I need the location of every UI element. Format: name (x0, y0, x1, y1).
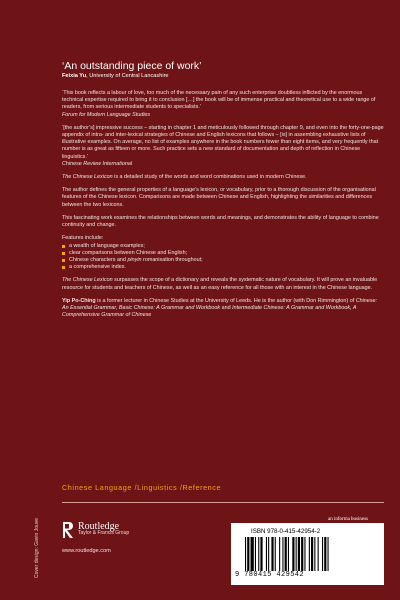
intro-paragraph (62, 174, 384, 181)
feature-text: romanisation throughout; (141, 257, 203, 264)
review-quote-2 (62, 125, 384, 168)
review-quote-2-source: Chinese Review International (62, 160, 133, 167)
informa-tagline: an informa business (328, 517, 368, 522)
feature-item: clear comparisons between Chinese and English; (62, 250, 384, 257)
subject-categories: Chinese Language /Linguistics /Reference (62, 483, 222, 492)
feature-item: a comprehensive index. (62, 264, 384, 271)
headline-attribution-org: , University of Central Lancashire (86, 73, 169, 79)
author-book-titles: Chinese: An Essential Grammar, Basic Chinese: A Grammar and Workbook (62, 297, 377, 312)
publisher-logo (62, 522, 129, 538)
review-quote-1 (62, 90, 384, 119)
barcode-panel (231, 523, 384, 585)
theme-paragraph: This fascinating work examines the relationships between words and meanings, and demonstrates the ability of language to combine continuity and change. (62, 214, 379, 229)
cover-design-credit: Cover design: Gavin Jouve (34, 517, 40, 578)
review-quote-2-text: ‘[the author’s] impressive success – starting in chapter 1 and meticulously followed through chapter 9, and even into the forty-one-page appendix of intra- and inter-lexical strategies of Chinese and English lexicons that follows – [is] in assembling exhaustive lists of illustrative examples. On average, no list of examples anywhere in the book numbers fewer than eight items, and very frequently that number is as great as fifteen or more. Such practice sets a new standard of documentation and depth of reflection in Chinese linguistics.’ (62, 124, 384, 160)
publisher-wordmark (78, 523, 129, 537)
book-title-ref: The Chinese Lexicon (62, 174, 113, 181)
book-title-ref: The Chinese Lexicon (62, 277, 113, 284)
author-book-titles: Intermediate Chinese: A Grammar and Workbook, A Comprehensive Grammar of Chinese (62, 305, 357, 319)
feature-term: pinyin (127, 257, 142, 264)
author-bio (62, 298, 384, 320)
barcode-digits: 9 780415 429542 (235, 571, 305, 579)
divider (62, 502, 384, 503)
review-quote-1-text: ‘This book reflects a labour of love, too much of the necessary pain of any such enterprise doubtless inflicted by the enormous technical expertise required to bring it to conclusion […] the book will be of immense practical and theoretical use to a wide range of readers, from serious intermediate students to specialists.’ (62, 90, 376, 111)
headline-attribution-name: Feixia Yu (62, 73, 87, 79)
feature-text: Chinese characters and (69, 257, 128, 264)
barcode (243, 537, 371, 571)
isbn-number: ISBN 978-0-415-42954-2 (251, 528, 321, 535)
publisher-group: Taylor & Francis Group (78, 530, 130, 536)
cover-text-block (62, 60, 384, 325)
feature-item (62, 257, 384, 264)
headline-attribution (62, 72, 384, 80)
features-list (62, 243, 384, 271)
publisher-url: www.routledge.com (62, 548, 111, 554)
routledge-r-icon (62, 522, 74, 538)
features-label: Features include: (62, 235, 104, 242)
scope-text: surpasses the scope of a dictionary and reveals the systematic nature of vocabulary. It will prove an invaluable resource for students and teachers of Chinese, as well as an easy reference for all those with an interest in the Chinese language. (62, 277, 378, 291)
headline-quote: ‘An outstanding piece of work’ (62, 60, 202, 72)
author-name: Yip Po-Ching (62, 297, 96, 304)
scope-paragraph (62, 277, 384, 291)
review-quote-1-source: Forum for Modern Language Studies (62, 111, 151, 118)
description-paragraph: The author defines the general properties of a language’s lexicon, or vocabulary, prior to a thorough discussion of the organisational features of the Chinese lexicon. Comparisons are made between Chinese and English, highlighting the similarities and differences between the two lexicons. (62, 187, 376, 208)
publisher-name: Routledge (78, 521, 120, 532)
feature-item: a wealth of language examples; (62, 243, 384, 250)
intro-text: is a detailed study of the words and word combinations used in modern Chinese. (112, 174, 307, 181)
author-bio-text: is a former lecturer in Chinese Studies at the University of Leeds. He is the author (with Don Rimmington) of (95, 297, 356, 304)
author-bio-text: and (220, 305, 233, 312)
